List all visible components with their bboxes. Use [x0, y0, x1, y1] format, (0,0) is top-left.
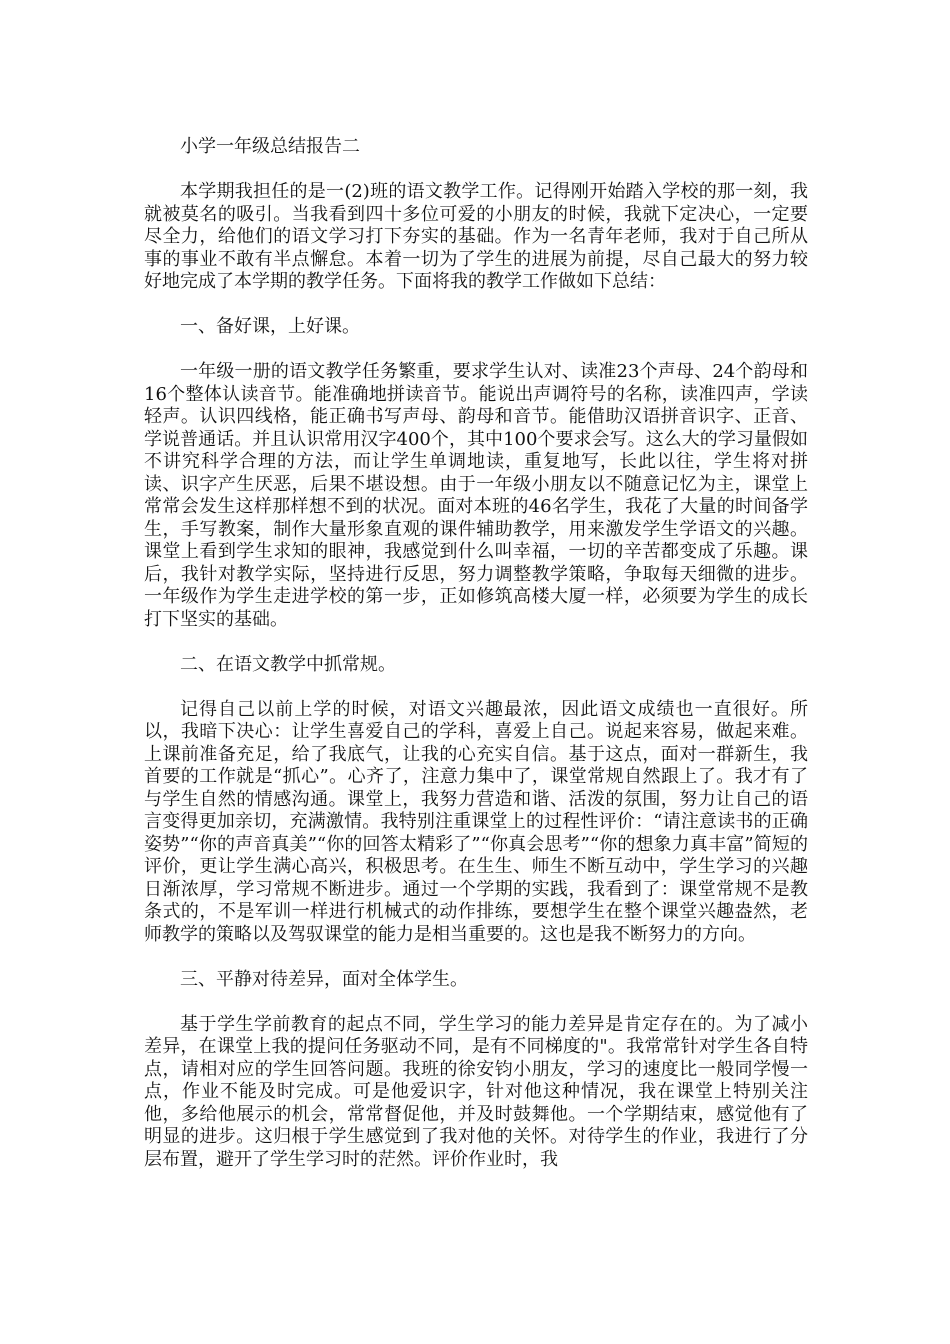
- section-heading-3: 三、平静对待差异，面对全体学生。: [180, 968, 468, 990]
- section-paragraph-3: 基于学生学前教育的起点不同，学生学习的能力差异是肯定存在的。为了减小差异，在课堂上我的提问任务驱动不同，是有不同梯度的"。我常常针对学生各自特点，请相对应的学生回答问题。我班的徐安钧小朋友，学习的速度比一般同学慢一点，作业不能及时完成。可是他爱识字，针对他这种情况，我在课堂上特别关注他，多给他展示的机会，常常督促他，并及时鼓舞他。一个学期结束，感觉他有了明显的进步。这归根于学生感觉到了我对他的关怀。对待学生的作业，我进行了分层布置，避开了学生学习时的茫然。评价作业时，我: [144, 1013, 808, 1170]
- section-paragraph-1: 一年级一册的语文教学任务繁重，要求学生认对、读准23个声母、24个韵母和16个整体认读音节。能准确地拼读音节。能说出声调符号的名称，读准四声，学读轻声。认识四线格，能正确书写声母、韵母和音节。能借助汉语拼音识字、正音、学说普通话。并且认识常用汉字400个，其中100个要求会写。这么大的学习量假如不讲究科学合理的方法，而让学生单调地读，重复地写，长此以往，学生将对拼读、识字产生厌恶，后果不堪设想。由于一年级小朋友以不随意记忆为主，课堂上常常会发生这样那样想不到的状况。面对本班的46名学生，我花了大量的时间备学生，手写教案，制作大量形象直观的课件辅助教学，用来激发学生学语文的兴趣。课堂上看到学生求知的眼神，我感觉到什么叫幸福，一切的辛苦都变成了乐趣。课后，我针对教学实际，坚持进行反思，努力调整教学策略，争取每天细微的进步。一年级作为学生走进学校的第一步，正如修筑高楼大厦一样，必须要为学生的成长打下坚实的基础。: [144, 361, 808, 630]
- intro-paragraph: 本学期我担任的是一(2)班的语文教学工作。记得刚开始踏入学校的那一刻，我就被莫名的吸引。当我看到四十多位可爱的小朋友的时候，我就下定决心，一定要尽全力，给他们的语文学习打下夯实的基础。作为一名青年老师，我对于自己所从事的事业不敢有半点懈怠。本着一切为了学生的进展为前提，尽自己最大的努力较好地完成了本学期的教学任务。下面将我的教学工作做如下总结：: [144, 181, 808, 292]
- section-heading-1: 一、备好课，上好课。: [180, 316, 360, 337]
- section-heading-2: 二、在语文教学中抓常规。: [180, 653, 396, 675]
- document-body: [144, 136, 808, 1194]
- section-paragraph-2: 记得自己以前上学的时候，对语文兴趣最浓，因此语文成绩也一直很好。所以，我暗下决心：让学生喜爱自己的学科，喜爱上自己。说起来容易，做起来难。上课前准备充足，给了我底气，让我的心充实自信。基于这点，面对一群新生，我首要的工作就是“抓心”。心齐了，注意力集中了，课堂常规自然跟上了。我才有了与学生自然的情感沟通。课堂上，我努力营造和谐、活泼的氛围，努力让自己的语言变得更加亲切，充满激情。我特别注重课堂上的过程性评价：“请注意读书的正确姿势”“你的声音真美”“你的回答太精彩了”“你真会思考”“你的想象力真丰富”简短的评价，更让学生满心高兴，积极思考。在生生、师生不断互动中，学生学习的兴趣日渐浓厚，学习常规不断进步。通过一个学期的实践，我看到了：课堂常规不是教条式的，不是军训一样进行机械式的动作排练，要想学生在整个课堂兴趣盎然，老师教学的策略以及驾驭课堂的能力是相当重要的。这也是我不断努力的方向。: [144, 698, 808, 945]
- document-title: 小学一年级总结报告二: [180, 136, 360, 157]
